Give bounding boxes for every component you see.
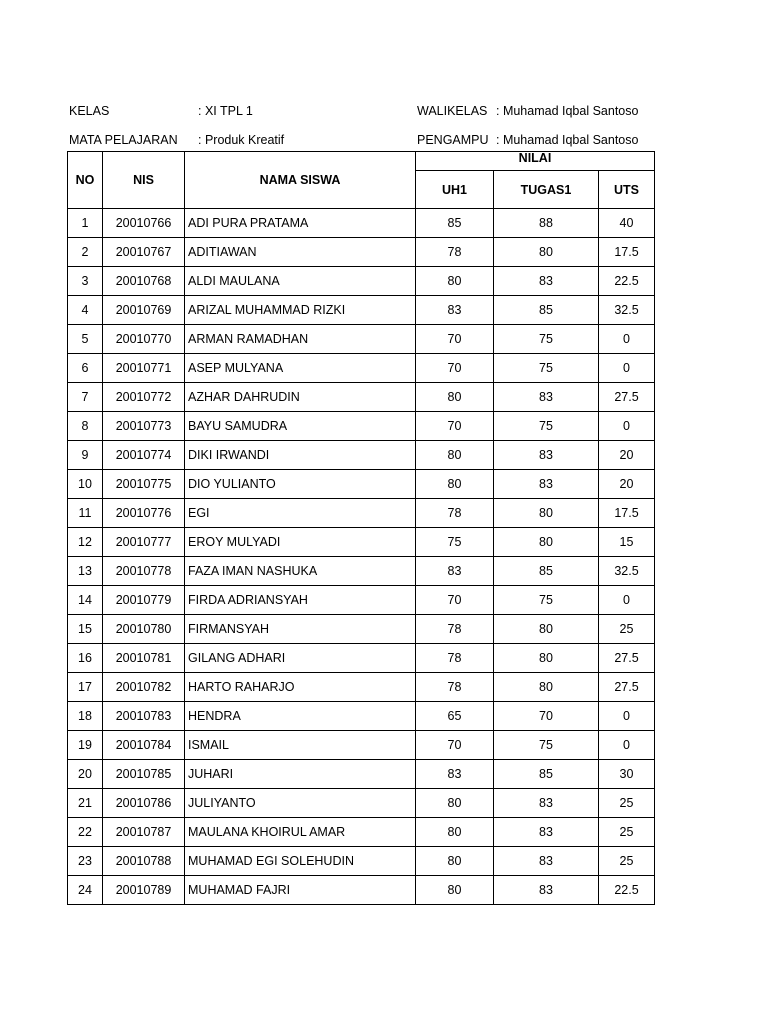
table-row — [68, 325, 655, 354]
cell-uh1: 70 — [416, 325, 494, 354]
walikelas-label: WALIKELAS — [417, 104, 488, 118]
cell-uh1: 80 — [416, 470, 494, 499]
cell-uts: 27.5 — [599, 644, 655, 673]
cell-uh1: 80 — [416, 383, 494, 412]
cell-no: 23 — [68, 847, 103, 876]
cell-uh1: 78 — [416, 238, 494, 267]
table-row — [68, 528, 655, 557]
cell-nis: 20010782 — [103, 673, 185, 702]
cell-nis: 20010770 — [103, 325, 185, 354]
cell-nis: 20010785 — [103, 760, 185, 789]
cell-tugas1: 70 — [494, 702, 599, 731]
cell-tugas1: 75 — [494, 325, 599, 354]
table-row — [68, 267, 655, 296]
cell-nis: 20010771 — [103, 354, 185, 383]
cell-uh1: 78 — [416, 673, 494, 702]
cell-uh1: 80 — [416, 789, 494, 818]
cell-uh1: 80 — [416, 818, 494, 847]
cell-uts: 0 — [599, 731, 655, 760]
table-row — [68, 209, 655, 238]
cell-tugas1: 83 — [494, 847, 599, 876]
cell-uts: 25 — [599, 847, 655, 876]
cell-tugas1: 85 — [494, 296, 599, 325]
table-row — [68, 354, 655, 383]
table-row — [68, 644, 655, 673]
cell-nama: FIRDA ADRIANSYAH — [185, 586, 416, 615]
cell-nama: DIO YULIANTO — [185, 470, 416, 499]
cell-uh1: 80 — [416, 441, 494, 470]
cell-uts: 32.5 — [599, 296, 655, 325]
grade-table — [67, 151, 655, 905]
cell-no: 16 — [68, 644, 103, 673]
table-row — [68, 383, 655, 412]
cell-nis: 20010767 — [103, 238, 185, 267]
cell-uh1: 70 — [416, 354, 494, 383]
cell-tugas1: 80 — [494, 499, 599, 528]
cell-uts: 20 — [599, 470, 655, 499]
cell-tugas1: 75 — [494, 354, 599, 383]
cell-uts: 0 — [599, 586, 655, 615]
cell-tugas1: 83 — [494, 267, 599, 296]
cell-nama: EROY MULYADI — [185, 528, 416, 557]
cell-nama: ADITIAWAN — [185, 238, 416, 267]
cell-nis: 20010778 — [103, 557, 185, 586]
table-row — [68, 876, 655, 905]
cell-nama: ARMAN RAMADHAN — [185, 325, 416, 354]
cell-nama: ARIZAL MUHAMMAD RIZKI — [185, 296, 416, 325]
cell-nama: ALDI MAULANA — [185, 267, 416, 296]
table-row — [68, 557, 655, 586]
cell-uts: 27.5 — [599, 383, 655, 412]
cell-uts: 17.5 — [599, 499, 655, 528]
cell-nama: AZHAR DAHRUDIN — [185, 383, 416, 412]
cell-nis: 20010766 — [103, 209, 185, 238]
table-row — [68, 238, 655, 267]
table-row — [68, 731, 655, 760]
cell-tugas1: 83 — [494, 876, 599, 905]
pengampu-value: : Muhamad Iqbal Santoso — [496, 133, 639, 147]
cell-uts: 40 — [599, 209, 655, 238]
table-row — [68, 615, 655, 644]
cell-nama: FIRMANSYAH — [185, 615, 416, 644]
cell-nama: MUHAMAD EGI SOLEHUDIN — [185, 847, 416, 876]
cell-uts: 25 — [599, 615, 655, 644]
cell-uh1: 78 — [416, 644, 494, 673]
cell-tugas1: 80 — [494, 615, 599, 644]
cell-nis: 20010769 — [103, 296, 185, 325]
cell-tugas1: 80 — [494, 528, 599, 557]
cell-tugas1: 75 — [494, 412, 599, 441]
cell-nis: 20010783 — [103, 702, 185, 731]
cell-no: 10 — [68, 470, 103, 499]
cell-no: 22 — [68, 818, 103, 847]
cell-uh1: 78 — [416, 499, 494, 528]
cell-uts: 22.5 — [599, 876, 655, 905]
cell-uh1: 70 — [416, 412, 494, 441]
cell-no: 18 — [68, 702, 103, 731]
cell-uh1: 83 — [416, 557, 494, 586]
cell-uh1: 80 — [416, 267, 494, 296]
cell-tugas1: 83 — [494, 441, 599, 470]
cell-uts: 30 — [599, 760, 655, 789]
table-row — [68, 673, 655, 702]
cell-uh1: 70 — [416, 731, 494, 760]
cell-uh1: 65 — [416, 702, 494, 731]
cell-no: 5 — [68, 325, 103, 354]
header-no: NO — [68, 152, 103, 209]
table-row — [68, 702, 655, 731]
cell-no: 3 — [68, 267, 103, 296]
cell-uts: 27.5 — [599, 673, 655, 702]
cell-no: 1 — [68, 209, 103, 238]
cell-nis: 20010775 — [103, 470, 185, 499]
kelas-label: KELAS — [69, 104, 110, 118]
cell-nis: 20010774 — [103, 441, 185, 470]
cell-nama: ISMAIL — [185, 731, 416, 760]
cell-uts: 20 — [599, 441, 655, 470]
cell-uts: 15 — [599, 528, 655, 557]
cell-nama: DIKI IRWANDI — [185, 441, 416, 470]
table-row — [68, 470, 655, 499]
cell-uts: 22.5 — [599, 267, 655, 296]
cell-tugas1: 88 — [494, 209, 599, 238]
cell-nama: HENDRA — [185, 702, 416, 731]
cell-no: 14 — [68, 586, 103, 615]
cell-uh1: 80 — [416, 876, 494, 905]
cell-tugas1: 80 — [494, 644, 599, 673]
cell-no: 19 — [68, 731, 103, 760]
cell-tugas1: 83 — [494, 818, 599, 847]
cell-tugas1: 80 — [494, 673, 599, 702]
cell-uh1: 80 — [416, 847, 494, 876]
cell-uts: 17.5 — [599, 238, 655, 267]
cell-no: 9 — [68, 441, 103, 470]
cell-no: 7 — [68, 383, 103, 412]
cell-no: 13 — [68, 557, 103, 586]
table-row — [68, 586, 655, 615]
cell-nis: 20010786 — [103, 789, 185, 818]
cell-nama: MUHAMAD FAJRI — [185, 876, 416, 905]
cell-tugas1: 85 — [494, 557, 599, 586]
cell-no: 20 — [68, 760, 103, 789]
cell-no: 21 — [68, 789, 103, 818]
cell-uh1: 85 — [416, 209, 494, 238]
cell-nis: 20010768 — [103, 267, 185, 296]
header-uh1: UH1 — [416, 171, 494, 209]
cell-uts: 0 — [599, 354, 655, 383]
cell-no: 6 — [68, 354, 103, 383]
header-nama-siswa: NAMA SISWA — [185, 152, 416, 209]
table-row — [68, 789, 655, 818]
cell-uts: 25 — [599, 818, 655, 847]
cell-no: 8 — [68, 412, 103, 441]
cell-uh1: 75 — [416, 528, 494, 557]
mapel-label: MATA PELAJARAN — [69, 133, 178, 147]
cell-no: 2 — [68, 238, 103, 267]
cell-uh1: 78 — [416, 615, 494, 644]
header-nilai: NILAI — [416, 152, 655, 171]
cell-uts: 32.5 — [599, 557, 655, 586]
cell-tugas1: 75 — [494, 586, 599, 615]
table-row — [68, 818, 655, 847]
cell-uh1: 83 — [416, 760, 494, 789]
header-nis: NIS — [103, 152, 185, 209]
kelas-value: : XI TPL 1 — [198, 104, 253, 118]
cell-uts: 0 — [599, 412, 655, 441]
cell-tugas1: 75 — [494, 731, 599, 760]
pengampu-label: PENGAMPU — [417, 133, 489, 147]
cell-nis: 20010788 — [103, 847, 185, 876]
cell-uts: 0 — [599, 325, 655, 354]
cell-uts: 25 — [599, 789, 655, 818]
cell-nis: 20010787 — [103, 818, 185, 847]
cell-uh1: 70 — [416, 586, 494, 615]
cell-nama: HARTO RAHARJO — [185, 673, 416, 702]
table-row — [68, 499, 655, 528]
cell-uh1: 83 — [416, 296, 494, 325]
cell-nis: 20010776 — [103, 499, 185, 528]
cell-nis: 20010784 — [103, 731, 185, 760]
cell-nama: ASEP MULYANA — [185, 354, 416, 383]
table-row — [68, 760, 655, 789]
walikelas-value: : Muhamad Iqbal Santoso — [496, 104, 639, 118]
cell-nama: BAYU SAMUDRA — [185, 412, 416, 441]
cell-no: 11 — [68, 499, 103, 528]
cell-nama: GILANG ADHARI — [185, 644, 416, 673]
table-row — [68, 296, 655, 325]
cell-nama: JULIYANTO — [185, 789, 416, 818]
header-uts: UTS — [599, 171, 655, 209]
table-row — [68, 441, 655, 470]
header-tugas1: TUGAS1 — [494, 171, 599, 209]
mapel-value: : Produk Kreatif — [198, 133, 285, 147]
cell-no: 15 — [68, 615, 103, 644]
cell-no: 17 — [68, 673, 103, 702]
cell-tugas1: 83 — [494, 789, 599, 818]
cell-tugas1: 80 — [494, 238, 599, 267]
cell-nis: 20010781 — [103, 644, 185, 673]
cell-nama: FAZA IMAN NASHUKA — [185, 557, 416, 586]
cell-nis: 20010780 — [103, 615, 185, 644]
cell-uts: 0 — [599, 702, 655, 731]
cell-no: 24 — [68, 876, 103, 905]
cell-tugas1: 83 — [494, 470, 599, 499]
cell-nis: 20010773 — [103, 412, 185, 441]
cell-nama: JUHARI — [185, 760, 416, 789]
table-row — [68, 847, 655, 876]
cell-nama: MAULANA KHOIRUL AMAR — [185, 818, 416, 847]
table-row — [68, 412, 655, 441]
cell-no: 4 — [68, 296, 103, 325]
cell-nis: 20010772 — [103, 383, 185, 412]
cell-tugas1: 83 — [494, 383, 599, 412]
cell-nis: 20010789 — [103, 876, 185, 905]
cell-nis: 20010779 — [103, 586, 185, 615]
cell-tugas1: 85 — [494, 760, 599, 789]
cell-nama: ADI PURA PRATAMA — [185, 209, 416, 238]
cell-nama: EGI — [185, 499, 416, 528]
cell-nis: 20010777 — [103, 528, 185, 557]
cell-no: 12 — [68, 528, 103, 557]
